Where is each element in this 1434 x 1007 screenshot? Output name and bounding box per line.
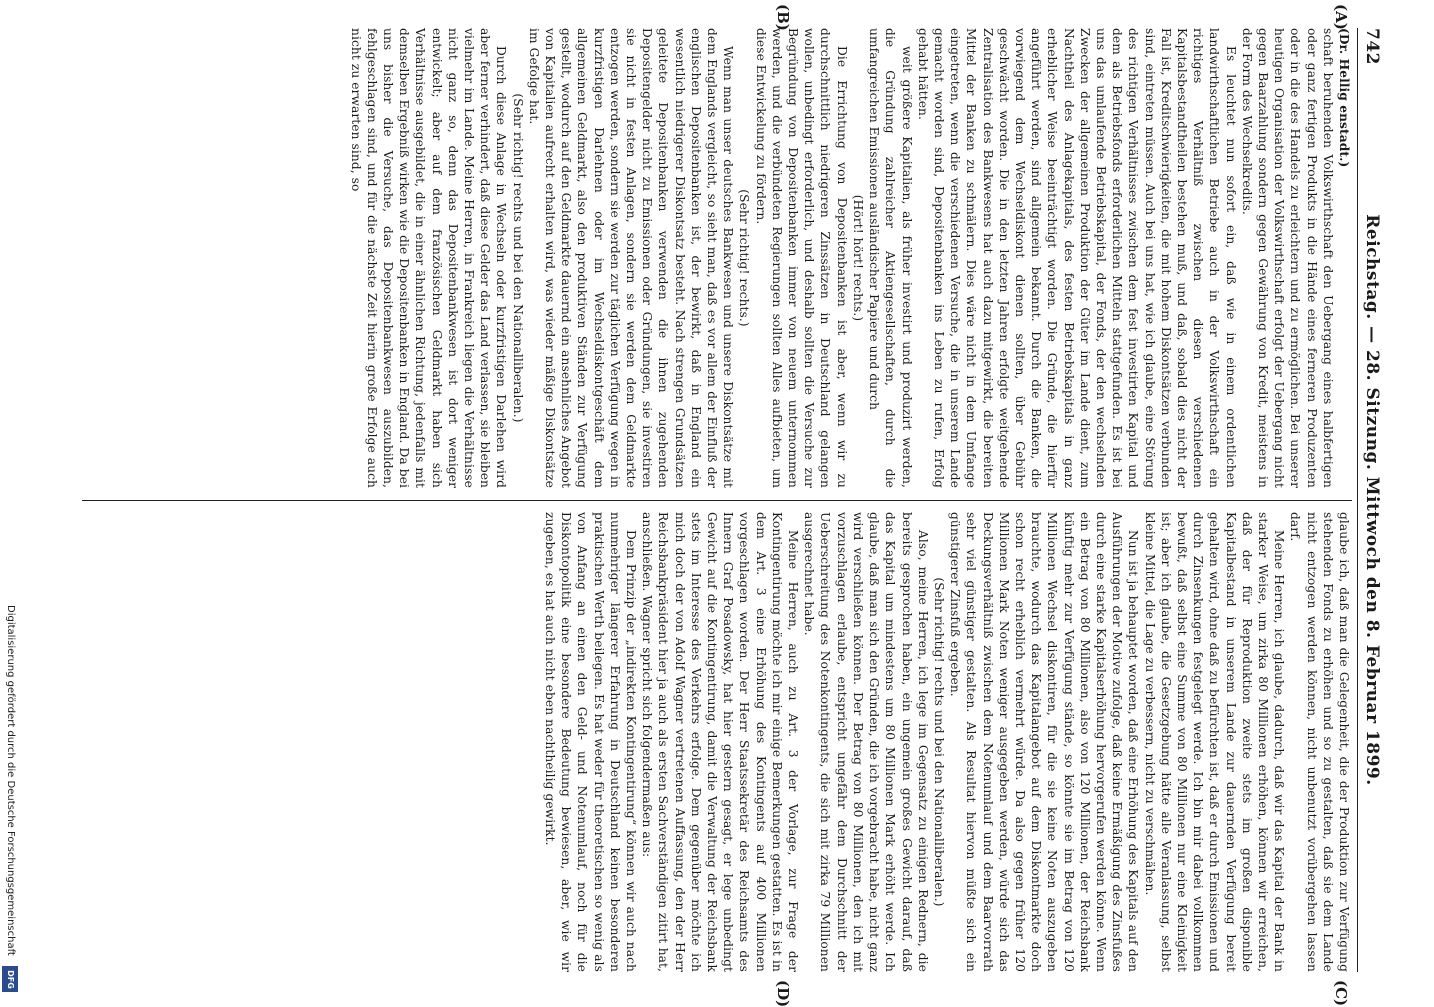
- paragraph: Also, meine Herren, ich lege im Gegensatz zu einigen Rednern, die bereits gesprochen haben, ein ungemein großes Gewicht darauf, daß das Kapital um mindestens um 80 Millionen Mark erhöht werde. Ich glaube, daß man sich den Gründen, die ich vorgebracht habe, nicht ganz wird verschließen können. Der Betrag von 80 Millionen, den ich mit vorzuschlagen erlaube, entspricht ungefähr dem Durchschnitt der Ueberschreitung des Notenkontingents, die sich mit zirka 79 Millionen ausgerechnet habe.: [802, 512, 930, 972]
- rotated-page: [74, 4, 1384, 1007]
- paragraph: Meine Herren, ich glaube, dadurch, daß wir das Kapital der Bank in starker Weise, um zirka 80 Millionen erhöhen, können wir erreichen, daß der für Reproduktion zweite stets im großen disponible Kapitalbestand in unserem Lande zur dauernden Verfügung bereit gehalten wird, ohne daß zu befürchten ist, daß er durch Emissionen und durch Zinsenkungen festgelegt werde. Ich bin mir dabei vollkommen bewußt, daß selbst eine Summe von 80 Millionen nur eine Kleinigkeit ist; aber ich glaube, die Gesetzgebung hätte alle Veranlassung, selbst kleine Mittel, die Lage zu verbessern, nicht zu verschmähen.: [1142, 512, 1287, 972]
- interjection: (Sehr richtig! rechts.): [737, 189, 752, 327]
- paragraph: Wenn man unser deutsches Bankwesen und unsere Diskontsätze mit dem Englands vergleicht, so sieht man, daß es vor allem der Einfluß der englischen Depositenbanken ist, der bewirkt, daß in England ein wesentlich niedrigerer Diskontsatz besteht. Nach strengen Grundsätzen geleitete Depositenbanken verwenden die ihnen zugehenden Depositengelder nicht zu Emissionen oder Gründungen, sie investiren sie nicht in festen Anlagen, sondern sie werden dem Geldmarkte entzogen werden, sondern sie werden zur täglichen Verfügung wegen in kurzfristigen Darlehnen oder im Wechseldiskontgeschäft dem allgemeinen Geldmarkt, also den produktiven Ständen zur Verfügung gestellt, wodurch auf den Geldmarkte dauernd ein ansehnliches Angebot von Kapitalien aufrecht erhalten wird, was wieder mäßige Diskontsätze im Gefolge hat.: [526, 28, 736, 488]
- speaker-label: (Dr. Hellig enstadt.): [1337, 28, 1351, 168]
- interjection: (Sehr richtig! rechts und bei den Nationalliberalen.): [931, 577, 946, 907]
- quotation: Dem Prinzip der „indirekten Kontingentirung“ können wir auch nach nunmehriger längerer Erfahrung in Deutschland keinen besonderen praktischen Werth beilegen. Es hat weder für theoretischen so wenig als von Anfang an einen den Geld- und Notenumlauf, noch für die Diskontopolitik eine besondere Bedeutung bewiesen, aber, wie wir zugeben, es hat auch nicht eben nachtheilig gewirkt.: [543, 512, 639, 972]
- paragraph: schaft beruhenden Volkswirthschaft den Uebergang eines halbfertigen oder ganz fertigen Produkts in die Hände eines ferneren Produzenten oder in die des Handels zu erleichtern und zu ermöglichen. Bei unserer heutigen Organisation der Volkswirthschaft erfolgt der Uebergang nicht gegen Baarzahlung sondern gegen Gewährung von Kredit, meistens in der Form des Wechselkredits.: [1239, 28, 1335, 488]
- right-column: [74, 512, 1352, 972]
- paragraph: Es leuchtet nun sofort ein, daß wie in einem ordentlichen landwirthschaftlichen Betriebe auch in der Volkswirthschaft ein richtiges Verhältniß zwischen diesen verschiedenen Kapitalsbestandtheilen bestehen muß, und daß, sobald dies nicht der Fall ist, Kreditschwierigkeiten, die mit hohem Diskontsätzen verbunden sind, eintreten müssen. Auch bei uns hat, wie ich glaube, eine Störung des richtigen Verhältnisses zwischen dem fest investirten Kapital und dem als Betriebsfonds erforderlichen Mitteln stattgefunden. Es ist bei uns das umlaufende Betriebskapital, der Fonds, der den wechselnden Zwecken der allgemeinen Produktion der Güter im Lande dient, zum Nachtheil des Anlagekapitals, des festen Betriebskapitals in ganz erheblicher Weise beeinträchtigt worden. Die Gründe, die hierfür angeführt werden, sind allgemein bekannt. Durch die Banken, die vorwiegend dem Wechseldiskont dienen sollten, über Gebühr geschwächt worden. Die in den letzten Jahren erfolgte weitgehende Zentralisation des Bankwesens hat auch dazu mitgewirkt, die bereiten Mittel der Banken zu schmälern. Dies wäre nicht in dem Umfange eingetreten, wenn die verschiedenen Versuche, die in unserem Lande gemacht worden sind, Depositenbanken ins Leben zu rufen, Erfolg gehabt hätten.: [915, 28, 1238, 488]
- interjection: (Hört! hört! rechts.): [850, 194, 865, 322]
- running-header: [1357, 28, 1384, 972]
- paragraph: weit größere Kapitalien, als früher investirt und produzirt werden, die Gründung zahlreicher Aktiengesellschaften, durch die umfangreichen Emissionen ausländischer Papiere und durch: [867, 28, 914, 488]
- left-column: [74, 28, 1352, 488]
- marker-d: (D): [774, 980, 792, 1007]
- marker-c: (C): [1332, 980, 1350, 1007]
- text-columns: [74, 4, 1352, 1007]
- digitization-credit: Digitalisierung gefördert durch die Deutsche Forschungsgemeinschaft: [5, 605, 16, 956]
- column-divider: [82, 500, 1352, 501]
- paragraph: Die Errichtung von Depositenbanken ist aber, wenn wir zu durchschnittlich niedrigeren Zinssätzen in Deutschland gelangen wollen, unbedingt erforderlich, und deshalb sollten die Versuche zur Begründung von Depositenbanken immer von neuem unternommen werden, und die verbündeten Regierungen sollten Alles aufbieten, um diese Entwickelung zu fördern.: [753, 28, 849, 488]
- paragraph: Meine Herren, auch zu Art. 3 der Vorlage, zur Frage der Kontingentirung möchte ich mir einige Bemerkungen gestatten. Es ist in dem Art. 3 eine Erhöhung des Kontingents auf 400 Millionen vorgeschlagen worden. Der Herr Staatssekretär des Reichsamts des Innern Graf Posadowsky, hat hier gestern gesagt, er lege unbedingt Gewicht auf die Kontingentirung, damit die Verwaltung der Reichsbank stets im Interesse des Verkehrs erfolge. Dem gegenüber möchte ich mich doch der von Adolf Wagner vertretenen Auffassung, den der Herr Reichsbankpräsident hier ja auch als ersten Sachverständigen zitirt hat, anschließen. Wagner spricht sich folgendermaßen aus:: [640, 512, 801, 972]
- marker-a: (A): [1332, 4, 1350, 30]
- paragraph: Nun ist ja behauptet worden, daß eine Erhöhung des Kapitals auf den Ausführungen der Motive zufolge, daß keine Ermäßigung des Zinsfußes durch eine starke Kapitalserhöhung hervorgerufen werden könne. Wenn ein Betrag von 80 Millionen, also von 120 Millionen, der Reichsbank künftig mehr zur Verfügung stände, so könnte sie im Betrag von 120 Millionen Wechsel diskontiren, für die sie keine Noten auszugeben brauchte, wodurch das Kapitalangebot auf dem Diskontmarkte doch schon recht erheblich vermehrt würde. Da also gegen früher 120 Millionen Mark Noten weniger ausgegeben werden, würde sich das Deckungsverhältniß zwischen dem Notenumlauf und dem Baarvorrath sehr viel günstiger gestalten. Als Resultat hiervon müßte sich ein günstigerer Zinsfuß ergeben.: [948, 512, 1141, 972]
- page-number: 742: [1362, 28, 1382, 65]
- dfg-logo: DFG: [2, 966, 18, 992]
- marker-b: (B): [774, 4, 792, 31]
- interjection: (Sehr richtig! rechts und bei den Nationalliberalen.): [510, 93, 525, 423]
- running-title: Reichstag. — 28. Sitzung. Mittwoch den 8. Februar 1899.: [1362, 214, 1382, 786]
- paragraph: glaube ich, daß man die Gelegenheit, die der Produktion zur Verfügung stehenden Fonds zu erhöhen und so zu gestalten, daß sie dem Lande nicht entzogen werden können, nicht unbenutzt vorübergehen lassen darf.: [1288, 512, 1351, 972]
- paragraph: Durch diese Anlage in Wechseln oder kurzfristigen Darlehen wird aber ferner verhindert, daß diese Gelder das Land verlassen, sie bleiben vielmehr im Lande. Meine Herren, in Frankreich liegen die Verhältnisse nicht ganz so, denn das Depositenbankwesen ist dort weniger entwickelt; aber auf dem französischen Geldmarkt haben sich Verhältnisse ausgebildet, die in einer ähnlichen Richtung, jedenfalls mit demselben Ergebniß wirken wie die Depositenbanken in England. Da bei uns bisher die Versuche, das Depositenbankwesen auszubilden, fehlgeschlagen sind, und für die nächste Zeit hierin große Erfolge auch nicht zu erwarten sind, so: [348, 28, 509, 488]
